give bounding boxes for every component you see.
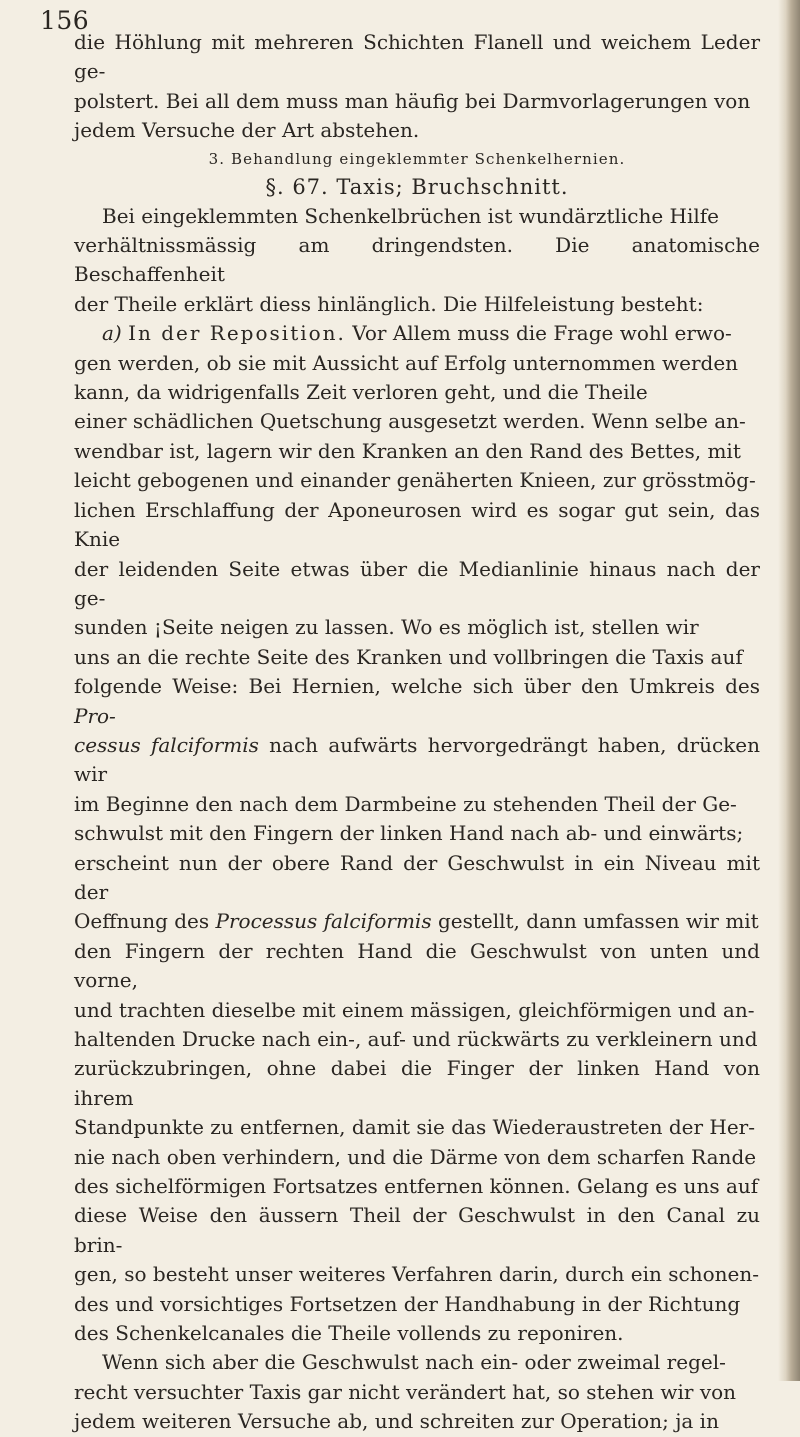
text-line: nie nach oben verhindern, und die Därme von dem scharfen Rande [74,1144,757,1169]
text-line: der Theile erklärt diess hinlänglich. Die Hilfeleistung besteht: [74,291,704,316]
text-line: haltenden Drucke nach ein-, auf- und rückwärts zu verkleinern und [74,1027,758,1051]
text-line: gen werden, ob sie mit Aussicht auf Erfolg unternommen werden [74,350,739,375]
text-line: wendbar ist, lagern wir den Kranken an den Rand des Bettes, mit [74,438,741,463]
text-line: Standpunkte zu entfernen, damit sie das Wiederaustreten der Her- [74,1115,755,1140]
text-line: kann, da widrigenfalls Zeit verloren geht, und die Theile [74,380,648,405]
text-line: des sichelförmigen Fortsatzes entfernen können. Gelang es uns auf [74,1174,759,1199]
text-line: gen, so besteht unser weiteres Verfahren darin, durch ein schonen- [74,1262,759,1287]
section-heading: §. 67. Taxis; Bruchschnitt. [265,174,569,199]
text-line: Wenn sich aber die Geschwulst nach ein- oder zweimal regel- [102,1350,726,1375]
text-line: lichen Erschlaffung der Aponeurosen wird es sogar gut sein, das Knie [74,497,760,552]
subsection-heading: 3. Behandlung eingeklemmter Schenkelhernien. [208,149,626,168]
text-line: Vor Allem muss die Frage wohl erwo- [345,321,732,346]
text-line: diese Weise den äussern Theil der Geschwulst in den Canal zu brin- [74,1203,760,1257]
text-line: der leidenden Seite etwas über die Medianlinie hinaus nach der ge- [74,556,760,610]
text-line: leicht gebogenen und einander genäherten Knieen, zur grösstmög- [74,468,756,493]
body-text [74,28,760,1437]
term-reposition: In der Reposition. [128,321,346,346]
text-line: jedem weiteren Versuche ab, und schreiten zur Operation; ja in [74,1409,719,1434]
text-line: und trachten dieselbe mit einem mässigen, gleichförmigen und an- [74,997,755,1022]
text-line: die Höhlung mit mehreren Schichten Flanell und weichem Leder ge- [74,30,760,84]
text-line: folgende Weise: Bei Hernien, welche sich über den Umkreis des [74,674,760,699]
paragraph-operation [74,1348,760,1436]
text-line: gestellt, dann umfassen wir mit [431,909,759,934]
list-marker: a) [102,321,122,346]
latin-term: cessus falciformis [74,732,259,757]
text-line: erscheint nun der obere Rand der Geschwulst in ein Niveau mit der [74,850,760,904]
text-line: uns an die rechte Seite des Kranken und vollbringen die Taxis auf [74,644,743,669]
text-line: zurückzubringen, ohne dabei die Finger der linken Hand von ihrem [74,1056,760,1110]
text-line: im Beginne den nach dem Darmbeine zu stehenden Theil der Ge- [74,791,737,816]
text-line: schwulst mit den Fingern der linken Hand nach ab- und einwärts; [74,821,744,846]
text-line: einer schädlichen Quetschung ausgesetzt werden. Wenn selbe an- [74,409,746,434]
text-line: recht versuchter Taxis gar nicht verändert hat, so stehen wir von [74,1379,737,1404]
text-line: den Fingern der rechten Hand die Geschwulst von unten und vorne, [74,938,760,993]
latin-term: Pro- [74,703,116,728]
text-line: jedem Versuche der Art abstehen. [74,118,420,143]
latin-term: Processus falciformis [215,909,432,934]
page-binding-edge [778,0,800,1381]
paragraph-continuation [74,28,760,146]
text-line: polstert. Bei all dem muss man häufig bei Darmvorlagerungen von [74,88,751,113]
page-number: 156 [40,6,90,35]
paragraph-intro [74,202,760,320]
text-line: des Schenkelcanales die Theile vollends zu reponiren. [74,1321,624,1346]
text-line: nach aufwärts hervorgedrängt haben, drücken wir [74,732,760,787]
text-line: Bei eingeklemmten Schenkelbrüchen ist wundärztliche Hilfe [102,203,720,228]
text-line: verhältnissmässig am dringendsten. Die anatomische Beschaffenheit [74,233,760,287]
paragraph-reposition [74,319,760,1348]
text-line: sunden ¡Seite neigen zu lassen. Wo es möglich ist, stellen wir [74,615,699,640]
text-line: des und vorsichtiges Fortsetzen der Handhabung in der Richtung [74,1291,741,1316]
text-line: Oeffnung des [74,909,216,934]
